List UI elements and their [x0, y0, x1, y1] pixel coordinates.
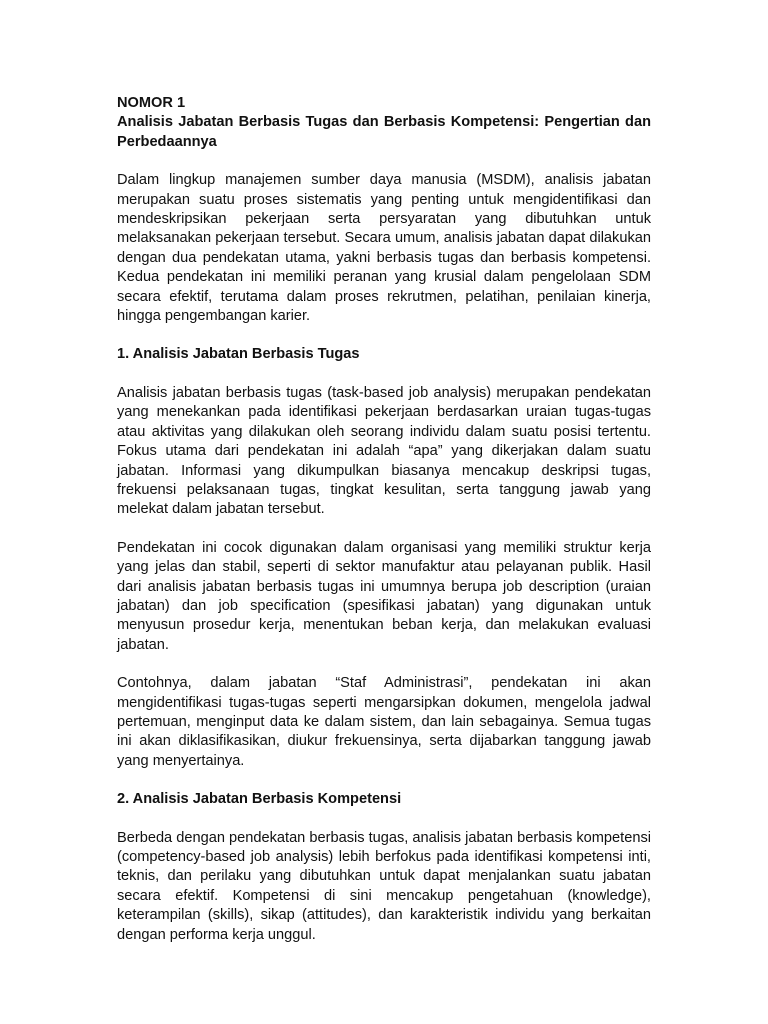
section-1-paragraph-1: Analisis jabatan berbasis tugas (task-based job analysis) merupakan pendekatan yang menekankan pada identifikasi pekerjaan berdasarkan uraian tugas-tugas atau aktivitas yang dilakukan oleh seorang individu dalam suatu posisi tertentu. Fokus utama dari pendekatan ini adalah “apa” yang dikerjakan dalam suatu jabatan. Informasi yang dikumpulkan biasanya mencakup deskripsi tugas, frekuensi pelaksanaan tugas, tingkat kesulitan, serta tanggung jawab yang melekat dalam jabatan tersebut.	[117, 384, 651, 518]
document-title: Analisis Jabatan Berbasis Tugas dan Berbasis Kompetensi: Pengertian dan Perbedaannya	[117, 114, 651, 150]
section-2-paragraph-1: Berbeda dengan pendekatan berbasis tugas, analisis jabatan berbasis kompetensi (competency-based job analysis) lebih berfokus pada identifikasi kompetensi inti, teknis, dan perilaku yang dibutuhkan untuk dapat menjalankan suatu jabatan secara efektif. Kompetensi di sini mencakup pengetahuan (knowledge), keterampilan (skills), sikap (attitudes), dan karakteristik individu yang berkaitan dengan performa kerja unggul.	[117, 829, 651, 943]
section-1-paragraph-2: Pendekatan ini cocok digunakan dalam organisasi yang memiliki struktur kerja yang jelas dan stabil, seperti di sektor manufaktur atau pelayanan publik. Hasil dari analisis jabatan berbasis tugas ini umumnya berupa job description (uraian jabatan) dan job specification (spesifikasi jabatan) yang digunakan untuk menyusun prosedur kerja, menentukan beban kerja, dan melakukan evaluasi jabatan.	[117, 539, 651, 653]
intro-paragraph: Dalam lingkup manajemen sumber daya manusia (MSDM), analisis jabatan merupakan suatu proses sistematis yang penting untuk mengidentifikasi dan mendeskripsikan pekerjaan serta persyaratan yang dibutuhkan untuk melaksanakan pekerjaan tersebut. Secara umum, analisis jabatan dapat dilakukan dengan dua pendekatan utama, yakni berbasis tugas dan berbasis kompetensi. Kedua pendekatan ini memiliki peranan yang krusial dalam pengelolaan SDM secara efektif, terutama dalam proses rekrutmen, pelatihan, penilaian kinerja, hingga pengembangan karier.	[117, 172, 651, 325]
section-1-heading: 1. Analisis Jabatan Berbasis Tugas	[117, 346, 360, 363]
section-1-paragraph-3: Contohnya, dalam jabatan “Staf Administrasi”, pendekatan ini akan mengidentifikasi tugas-tugas seperti mengarsipkan dokumen, mengelola jadwal pertemuan, menginput data ke dalam sistem, dan lain sebagainya. Semua tugas ini akan diklasifikasikan, diukur frekuensinya, serta dijabarkan tanggung jawab yang menyertainya.	[117, 675, 651, 769]
document-number: NOMOR 1	[117, 95, 186, 111]
section-2-heading: 2. Analisis Jabatan Berbasis Kompetensi	[117, 791, 402, 808]
